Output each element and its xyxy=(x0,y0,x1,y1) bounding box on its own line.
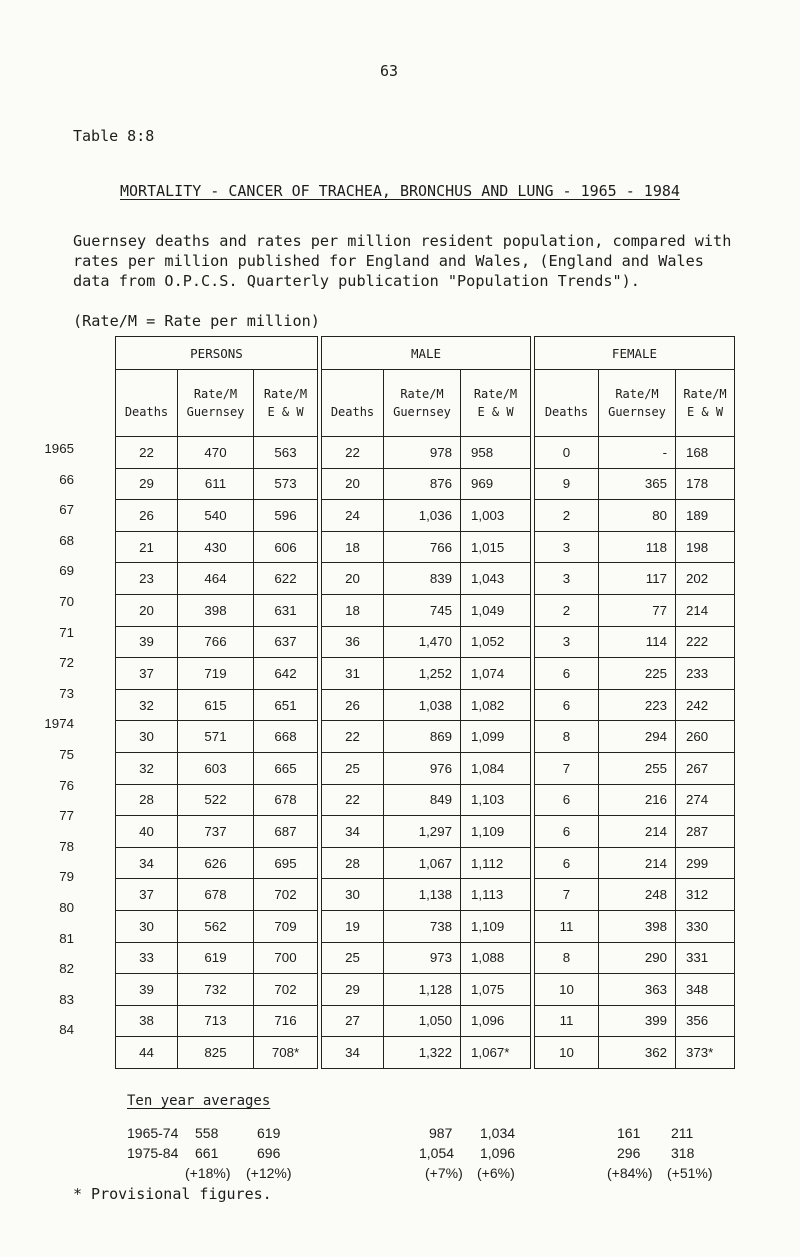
table-row xyxy=(116,942,735,974)
row-year: 72 xyxy=(59,655,74,671)
cell-rate-ew: 214 xyxy=(676,594,735,626)
row-year: 69 xyxy=(59,563,74,579)
avg-value: 987 xyxy=(429,1125,453,1141)
cell-rate-guernsey: 430 xyxy=(178,531,254,563)
cell-deaths: 18 xyxy=(322,531,384,563)
cell-rate-ew: 356 xyxy=(676,1005,735,1037)
cell-deaths: 29 xyxy=(322,974,384,1006)
avg-value: 296 xyxy=(617,1145,641,1161)
cell-rate-guernsey: 719 xyxy=(178,658,254,690)
cell-rate-ew: 1,043 xyxy=(461,563,531,595)
cell-rate-ew: 1,099 xyxy=(461,721,531,753)
row-year: 75 xyxy=(59,746,74,762)
footnote: * Provisional figures. xyxy=(73,1185,272,1203)
cell-rate-guernsey: 362 xyxy=(599,1037,676,1069)
cell-deaths: 38 xyxy=(116,1005,178,1037)
cell-deaths: 22 xyxy=(322,721,384,753)
header-rate-ew: Rate/M E & W xyxy=(676,370,735,437)
cell-rate-ew: 1,067* xyxy=(461,1037,531,1069)
cell-deaths: 11 xyxy=(535,910,599,942)
cell-rate-guernsey: 77 xyxy=(599,594,676,626)
cell-rate-guernsey: 522 xyxy=(178,784,254,816)
cell-rate-guernsey: 80 xyxy=(599,500,676,532)
cell-rate-guernsey: 1,036 xyxy=(384,500,461,532)
table-label: Table 8:8 xyxy=(73,127,155,145)
cell-deaths: 19 xyxy=(322,910,384,942)
page-number: 63 xyxy=(380,62,399,80)
table-row xyxy=(116,784,735,816)
cell-deaths: 22 xyxy=(116,437,178,469)
cell-deaths: 30 xyxy=(116,721,178,753)
cell-rate-ew: 631 xyxy=(254,594,318,626)
row-year: 67 xyxy=(59,502,74,518)
cell-rate-guernsey: 216 xyxy=(599,784,676,816)
cell-rate-guernsey: 615 xyxy=(178,689,254,721)
cell-rate-guernsey: 713 xyxy=(178,1005,254,1037)
header-rate-ew: Rate/M E & W xyxy=(254,370,318,437)
cell-rate-ew: 687 xyxy=(254,816,318,848)
cell-rate-guernsey: 214 xyxy=(599,816,676,848)
cell-rate-guernsey: 571 xyxy=(178,721,254,753)
cell-deaths: 6 xyxy=(535,658,599,690)
cell-rate-ew: 668 xyxy=(254,721,318,753)
cell-rate-ew: 1,103 xyxy=(461,784,531,816)
cell-rate-guernsey: 365 xyxy=(599,468,676,500)
cell-deaths: 6 xyxy=(535,689,599,721)
cell-rate-guernsey: 978 xyxy=(384,437,461,469)
cell-rate-guernsey: 294 xyxy=(599,721,676,753)
cell-rate-ew: 330 xyxy=(676,910,735,942)
cell-rate-ew: 1,109 xyxy=(461,816,531,848)
cell-rate-guernsey: 1,470 xyxy=(384,626,461,658)
row-year: 66 xyxy=(59,471,74,487)
cell-rate-ew: 1,096 xyxy=(461,1005,531,1037)
cell-rate-guernsey: 470 xyxy=(178,437,254,469)
cell-rate-ew: 665 xyxy=(254,752,318,784)
cell-deaths: 8 xyxy=(535,942,599,974)
avg-value: 211 xyxy=(671,1125,694,1141)
cell-rate-ew: 242 xyxy=(676,689,735,721)
cell-rate-ew: 702 xyxy=(254,879,318,911)
cell-deaths: 22 xyxy=(322,784,384,816)
header-rate-guernsey: Rate/M Guernsey xyxy=(599,370,676,437)
cell-rate-guernsey: 118 xyxy=(599,531,676,563)
cell-rate-guernsey: 255 xyxy=(599,752,676,784)
row-year: 80 xyxy=(59,899,74,915)
avg-change: (+18%) xyxy=(185,1165,231,1181)
cell-deaths: 24 xyxy=(322,500,384,532)
mortality-table xyxy=(115,336,735,1069)
row-year: 73 xyxy=(59,685,74,701)
cell-rate-ew: 1,075 xyxy=(461,974,531,1006)
cell-deaths: 3 xyxy=(535,563,599,595)
year-column xyxy=(20,434,80,1046)
avg-change: (+7%) xyxy=(425,1165,463,1181)
row-year: 84 xyxy=(59,1022,74,1038)
cell-rate-guernsey: 1,038 xyxy=(384,689,461,721)
cell-rate-ew: 260 xyxy=(676,721,735,753)
row-year: 68 xyxy=(59,532,74,548)
cell-deaths: 20 xyxy=(116,594,178,626)
cell-rate-ew: 642 xyxy=(254,658,318,690)
cell-deaths: 6 xyxy=(535,784,599,816)
cell-deaths: 28 xyxy=(322,847,384,879)
cell-rate-ew: 573 xyxy=(254,468,318,500)
cell-rate-guernsey: 1,050 xyxy=(384,1005,461,1037)
cell-deaths: 20 xyxy=(322,468,384,500)
cell-deaths: 11 xyxy=(535,1005,599,1037)
cell-rate-guernsey: 766 xyxy=(178,626,254,658)
cell-rate-guernsey: 1,067 xyxy=(384,847,461,879)
avg-value: 558 xyxy=(195,1125,219,1141)
row-year: 81 xyxy=(59,930,74,946)
cell-rate-guernsey: 876 xyxy=(384,468,461,500)
cell-rate-ew: 287 xyxy=(676,816,735,848)
cell-rate-ew: 695 xyxy=(254,847,318,879)
header-rate-guernsey: Rate/M Guernsey xyxy=(178,370,254,437)
cell-deaths: 10 xyxy=(535,974,599,1006)
cell-rate-ew: 678 xyxy=(254,784,318,816)
row-year: 1974 xyxy=(44,716,74,732)
table-heading: MORTALITY - CANCER OF TRACHEA, BRONCHUS AND LUNG - 1965 - 1984 xyxy=(120,182,680,200)
cell-rate-ew: 1,074 xyxy=(461,658,531,690)
avg-label: 1965-74 xyxy=(127,1125,179,1141)
avg-value: 661 xyxy=(195,1145,219,1161)
group-male: MALE xyxy=(322,337,531,370)
cell-deaths: 28 xyxy=(116,784,178,816)
cell-rate-ew: 299 xyxy=(676,847,735,879)
cell-rate-ew: 637 xyxy=(254,626,318,658)
cell-deaths: 34 xyxy=(322,816,384,848)
cell-rate-guernsey: 678 xyxy=(178,879,254,911)
cell-rate-ew: 1,015 xyxy=(461,531,531,563)
cell-deaths: 40 xyxy=(116,816,178,848)
cell-rate-guernsey: 973 xyxy=(384,942,461,974)
avg-value: 318 xyxy=(671,1145,695,1161)
cell-rate-ew: 606 xyxy=(254,531,318,563)
cell-deaths: 0 xyxy=(535,437,599,469)
cell-rate-guernsey: 1,128 xyxy=(384,974,461,1006)
cell-rate-guernsey: 737 xyxy=(178,816,254,848)
row-year: 71 xyxy=(59,624,74,640)
cell-deaths: 26 xyxy=(116,500,178,532)
table-row xyxy=(116,721,735,753)
table-row xyxy=(116,689,735,721)
table-row xyxy=(116,500,735,532)
cell-rate-ew: 348 xyxy=(676,974,735,1006)
cell-deaths: 34 xyxy=(322,1037,384,1069)
cell-rate-ew: 222 xyxy=(676,626,735,658)
cell-rate-ew: 168 xyxy=(676,437,735,469)
cell-rate-ew: 202 xyxy=(676,563,735,595)
table-row xyxy=(116,468,735,500)
cell-deaths: 36 xyxy=(322,626,384,658)
header-deaths: Deaths xyxy=(116,370,178,437)
table-row xyxy=(116,563,735,595)
row-year: 76 xyxy=(59,777,74,793)
row-year: 78 xyxy=(59,838,74,854)
cell-rate-guernsey: 214 xyxy=(599,847,676,879)
cell-deaths: 6 xyxy=(535,816,599,848)
cell-deaths: 34 xyxy=(116,847,178,879)
cell-rate-ew: 709 xyxy=(254,910,318,942)
row-year: 79 xyxy=(59,869,74,885)
cell-deaths: 39 xyxy=(116,974,178,1006)
cell-rate-guernsey: 117 xyxy=(599,563,676,595)
cell-rate-ew: 331 xyxy=(676,942,735,974)
cell-rate-ew: 1,052 xyxy=(461,626,531,658)
cell-rate-ew: 651 xyxy=(254,689,318,721)
cell-deaths: 30 xyxy=(116,910,178,942)
cell-rate-ew: 373* xyxy=(676,1037,735,1069)
cell-deaths: 37 xyxy=(116,879,178,911)
cell-rate-ew: 1,003 xyxy=(461,500,531,532)
cell-deaths: 9 xyxy=(535,468,599,500)
table-row xyxy=(116,847,735,879)
table-row xyxy=(116,594,735,626)
header-rate-guernsey: Rate/M Guernsey xyxy=(384,370,461,437)
cell-rate-guernsey: 1,297 xyxy=(384,816,461,848)
avg-change: (+84%) xyxy=(607,1165,653,1181)
cell-rate-ew: 267 xyxy=(676,752,735,784)
cell-rate-ew: 969 xyxy=(461,468,531,500)
cell-rate-guernsey: 398 xyxy=(599,910,676,942)
intro-line: data from O.P.C.S. Quarterly publication "Population Trends"). xyxy=(73,272,640,290)
cell-rate-ew: 622 xyxy=(254,563,318,595)
avg-change: (+51%) xyxy=(667,1165,713,1181)
table-row xyxy=(116,752,735,784)
row-year: 82 xyxy=(59,961,74,977)
cell-rate-guernsey: 603 xyxy=(178,752,254,784)
cell-deaths: 39 xyxy=(116,626,178,658)
cell-deaths: 32 xyxy=(116,752,178,784)
header-deaths: Deaths xyxy=(322,370,384,437)
cell-rate-ew: 1,109 xyxy=(461,910,531,942)
cell-rate-guernsey: 363 xyxy=(599,974,676,1006)
avg-change: (+12%) xyxy=(246,1165,292,1181)
cell-deaths: 26 xyxy=(322,689,384,721)
intro-line: rates per million published for England and Wales, (England and Wales xyxy=(73,252,704,270)
cell-rate-guernsey: 399 xyxy=(599,1005,676,1037)
cell-rate-guernsey: 114 xyxy=(599,626,676,658)
cell-rate-ew: 958 xyxy=(461,437,531,469)
group-female: FEMALE xyxy=(535,337,735,370)
cell-rate-ew: 596 xyxy=(254,500,318,532)
avg-value: 696 xyxy=(257,1145,281,1161)
cell-deaths: 20 xyxy=(322,563,384,595)
cell-rate-ew: 708* xyxy=(254,1037,318,1069)
cell-deaths: 27 xyxy=(322,1005,384,1037)
table-row xyxy=(116,437,735,469)
cell-rate-ew: 716 xyxy=(254,1005,318,1037)
header-deaths: Deaths xyxy=(535,370,599,437)
cell-deaths: 25 xyxy=(322,752,384,784)
cell-rate-guernsey: 611 xyxy=(178,468,254,500)
intro-text xyxy=(73,231,731,291)
cell-rate-ew: 1,084 xyxy=(461,752,531,784)
cell-rate-guernsey: 1,138 xyxy=(384,879,461,911)
cell-deaths: 6 xyxy=(535,847,599,879)
cell-rate-ew: 312 xyxy=(676,879,735,911)
cell-deaths: 22 xyxy=(322,437,384,469)
cell-rate-guernsey: 732 xyxy=(178,974,254,1006)
cell-deaths: 23 xyxy=(116,563,178,595)
cell-rate-guernsey: 738 xyxy=(384,910,461,942)
avg-value: 1,054 xyxy=(419,1145,455,1161)
table-row xyxy=(116,1037,735,1069)
cell-deaths: 2 xyxy=(535,594,599,626)
cell-rate-guernsey: 540 xyxy=(178,500,254,532)
cell-rate-guernsey: 766 xyxy=(384,531,461,563)
row-year: 83 xyxy=(59,991,74,1007)
avg-value: 1,096 xyxy=(480,1145,516,1161)
table-row xyxy=(116,531,735,563)
cell-rate-ew: 563 xyxy=(254,437,318,469)
avg-label: 1975-84 xyxy=(127,1145,179,1161)
averages-title: Ten year averages xyxy=(127,1093,271,1109)
cell-deaths: 32 xyxy=(116,689,178,721)
cell-rate-guernsey: 562 xyxy=(178,910,254,942)
cell-deaths: 18 xyxy=(322,594,384,626)
cell-rate-guernsey: 398 xyxy=(178,594,254,626)
cell-rate-ew: 1,088 xyxy=(461,942,531,974)
avg-change: (+6%) xyxy=(477,1165,515,1181)
table-row xyxy=(116,974,735,1006)
cell-deaths: 2 xyxy=(535,500,599,532)
table-row xyxy=(116,1005,735,1037)
row-year: 1965 xyxy=(44,441,74,456)
group-persons: PERSONS xyxy=(116,337,318,370)
intro-line: Guernsey deaths and rates per million resident population, compared with xyxy=(73,232,732,250)
table-row xyxy=(116,658,735,690)
cell-deaths: 37 xyxy=(116,658,178,690)
cell-rate-ew: 189 xyxy=(676,500,735,532)
cell-rate-guernsey: 225 xyxy=(599,658,676,690)
cell-rate-guernsey: 976 xyxy=(384,752,461,784)
cell-deaths: 29 xyxy=(116,468,178,500)
cell-rate-ew: 178 xyxy=(676,468,735,500)
cell-rate-ew: 702 xyxy=(254,974,318,1006)
cell-rate-guernsey: 849 xyxy=(384,784,461,816)
row-year: 77 xyxy=(59,808,74,824)
cell-rate-ew: 1,049 xyxy=(461,594,531,626)
cell-rate-guernsey: 464 xyxy=(178,563,254,595)
cell-rate-guernsey: 223 xyxy=(599,689,676,721)
cell-deaths: 3 xyxy=(535,531,599,563)
cell-rate-guernsey: 869 xyxy=(384,721,461,753)
cell-rate-ew: 1,082 xyxy=(461,689,531,721)
cell-deaths: 3 xyxy=(535,626,599,658)
table-row xyxy=(116,626,735,658)
cell-rate-guernsey: 825 xyxy=(178,1037,254,1069)
cell-deaths: 7 xyxy=(535,752,599,784)
cell-rate-ew: 700 xyxy=(254,942,318,974)
cell-rate-guernsey: 290 xyxy=(599,942,676,974)
avg-value: 619 xyxy=(257,1125,281,1141)
table-row xyxy=(116,910,735,942)
cell-rate-ew: 1,112 xyxy=(461,847,531,879)
cell-rate-guernsey: - xyxy=(599,437,676,469)
cell-deaths: 31 xyxy=(322,658,384,690)
rate-note: (Rate/M = Rate per million) xyxy=(73,312,320,330)
cell-rate-ew: 198 xyxy=(676,531,735,563)
table-row xyxy=(116,879,735,911)
cell-rate-guernsey: 1,322 xyxy=(384,1037,461,1069)
cell-rate-guernsey: 745 xyxy=(384,594,461,626)
cell-deaths: 44 xyxy=(116,1037,178,1069)
avg-value: 161 xyxy=(617,1125,641,1141)
cell-deaths: 30 xyxy=(322,879,384,911)
cell-rate-ew: 274 xyxy=(676,784,735,816)
cell-deaths: 10 xyxy=(535,1037,599,1069)
cell-rate-guernsey: 619 xyxy=(178,942,254,974)
cell-deaths: 7 xyxy=(535,879,599,911)
cell-rate-guernsey: 839 xyxy=(384,563,461,595)
avg-value: 1,034 xyxy=(480,1125,516,1141)
table-row xyxy=(116,816,735,848)
cell-deaths: 21 xyxy=(116,531,178,563)
cell-rate-guernsey: 1,252 xyxy=(384,658,461,690)
cell-deaths: 33 xyxy=(116,942,178,974)
cell-deaths: 25 xyxy=(322,942,384,974)
cell-rate-guernsey: 626 xyxy=(178,847,254,879)
header-rate-ew: Rate/M E & W xyxy=(461,370,531,437)
row-year: 70 xyxy=(59,593,74,609)
cell-rate-guernsey: 248 xyxy=(599,879,676,911)
cell-rate-ew: 233 xyxy=(676,658,735,690)
cell-deaths: 8 xyxy=(535,721,599,753)
cell-rate-ew: 1,113 xyxy=(461,879,531,911)
